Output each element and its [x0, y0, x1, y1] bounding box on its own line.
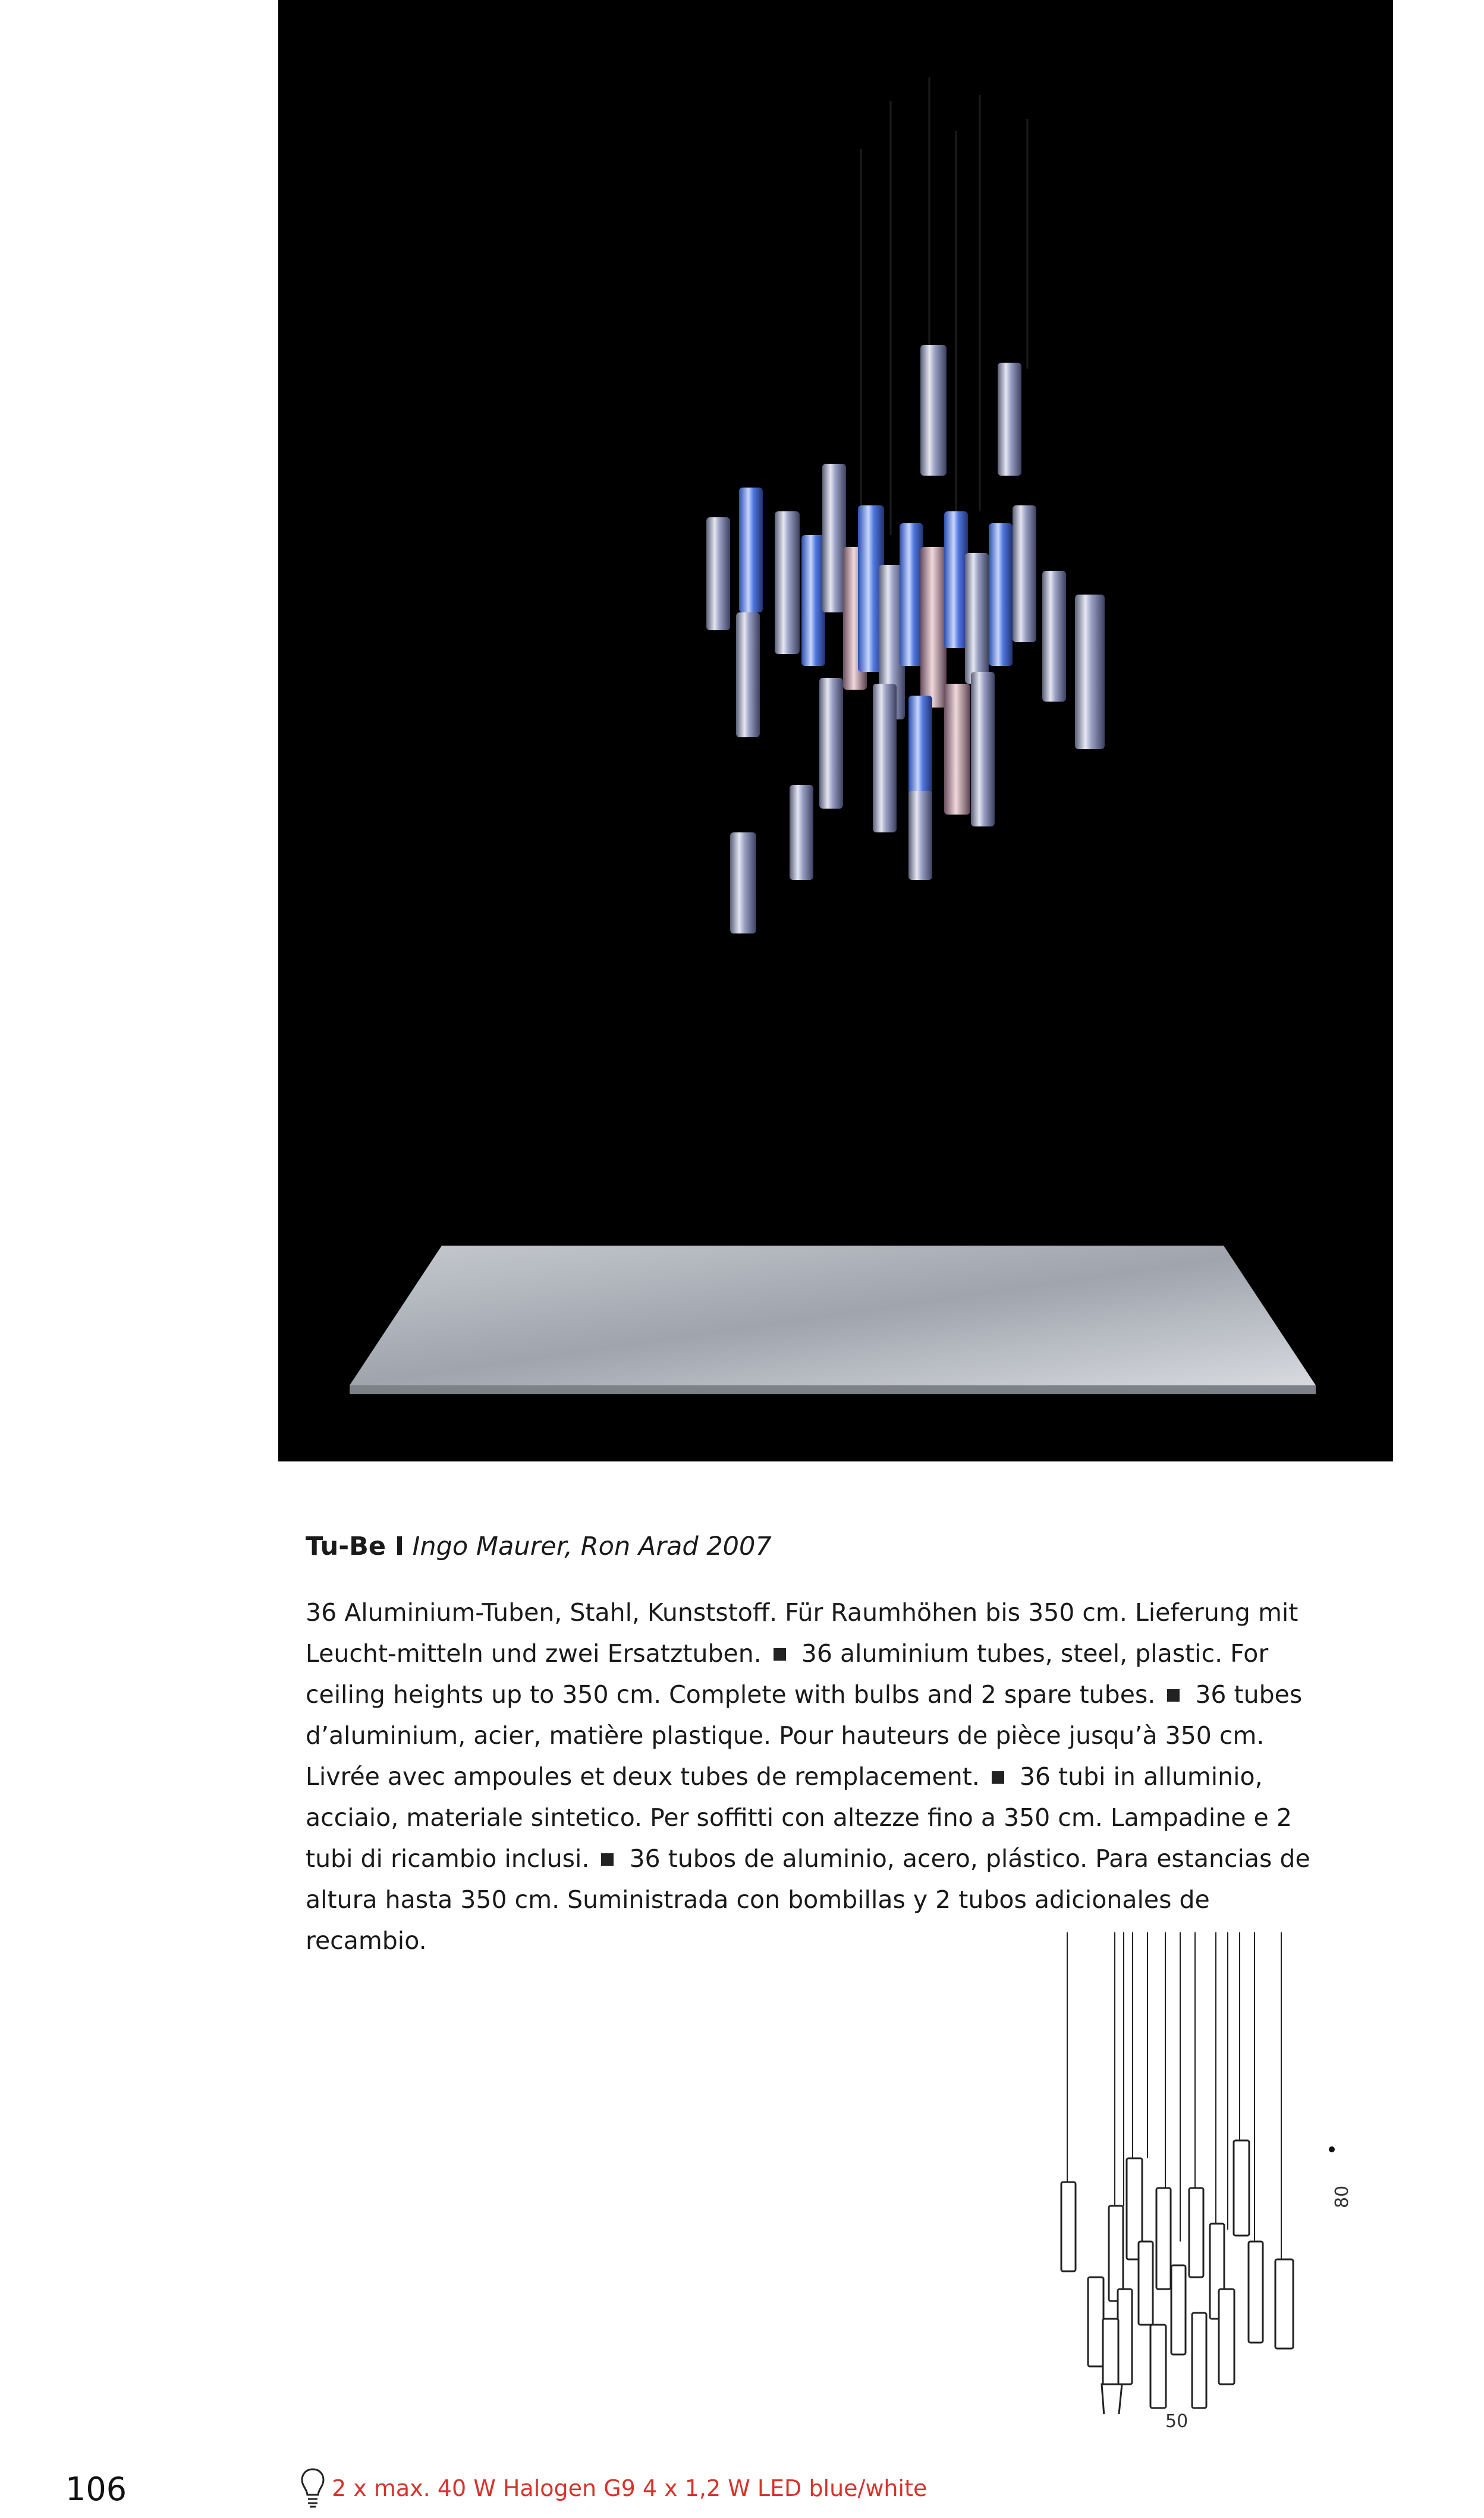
product-description — [306, 1592, 1328, 1961]
product-credits: Ingo Maurer, Ron Arad 2007 — [412, 1532, 772, 1561]
page-number: 106 — [65, 2470, 127, 2508]
product-name: Tu-Be I — [306, 1532, 404, 1561]
description-it: 36 tubi in alluminio, acciaio, materiale sintetico. Per soffitti con altezze fino a 350 cm. Lampadine e 2 tubi di ricambio inclusi. — [306, 1762, 1292, 1873]
description-es: 36 tubos de aluminio, acero, plástico. Para estancias de altura hasta 350 cm. Suministrada con bombillas y 2 tubos adicionales de recambio. — [306, 1844, 1310, 1955]
separator-square-icon — [992, 1771, 1004, 1784]
light-bulb-icon — [300, 2467, 325, 2510]
product-photo — [278, 0, 1393, 1461]
dimension-height-label: 80 — [1332, 2185, 1353, 2208]
description-en: 36 aluminium tubes, steel, plastic. For ceiling heights up to 350 cm. Complete with bulbs and 2 spare tubes. — [306, 1639, 1269, 1709]
description-de: 36 Aluminium-Tuben, Stahl, Kunststoff. Für Raumhöhen bis 350 cm. Lieferung mit Leucht-mitteln und zwei Ersatztuben. — [306, 1598, 1298, 1668]
separator-square-icon — [601, 1853, 614, 1866]
description-fr: 36 tubes d’aluminium, acier, matière plastique. Pour hauteurs de pièce jusqu’à 350 cm. Livrée avec ampoules et deux tubes de remplacement. — [306, 1680, 1303, 1791]
separator-square-icon — [774, 1648, 786, 1661]
dimension-width-label: 50 — [1165, 2411, 1189, 2432]
technical-drawing — [1043, 1932, 1364, 2414]
technical-specs: 2 x max. 40 W Halogen G9 4 x 1,2 W LED blue/white — [332, 2475, 928, 2501]
separator-square-icon — [1167, 1689, 1180, 1702]
product-title — [306, 1534, 772, 1560]
